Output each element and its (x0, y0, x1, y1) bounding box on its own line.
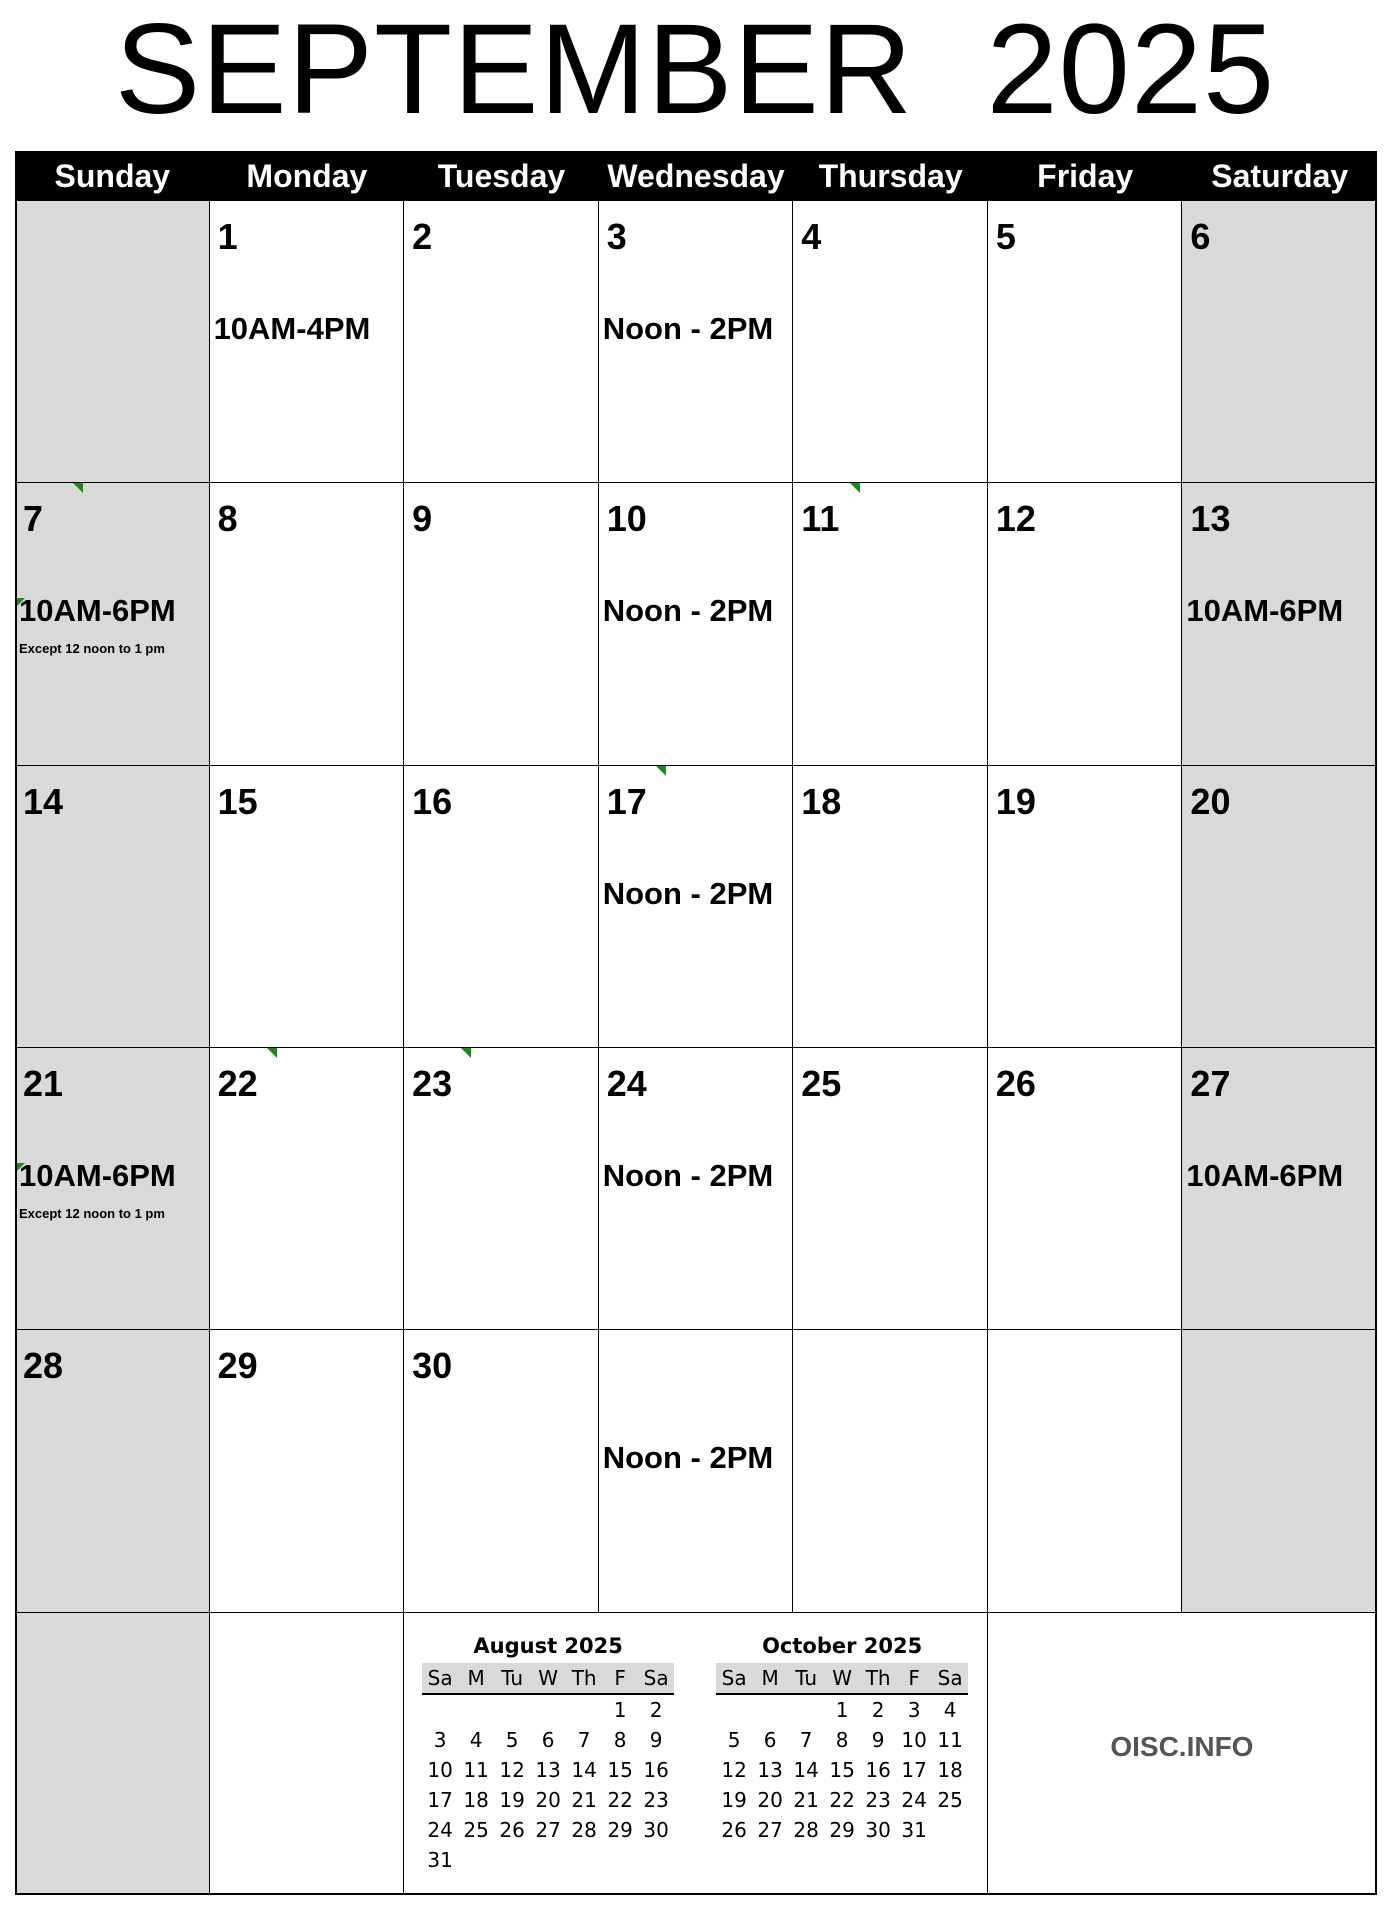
mini-day: 22 (607, 1787, 633, 1812)
mini-day (752, 1695, 788, 1725)
opening-hours: 10AM-4PM (213, 311, 371, 346)
mini-day (566, 1845, 602, 1875)
mini-day: 31 (427, 1847, 453, 1872)
day-number: 23 (412, 1062, 453, 1104)
day-cell (404, 766, 599, 1048)
mini-day: 26 (721, 1817, 747, 1842)
day-cell (210, 1048, 405, 1330)
day-cell (404, 483, 599, 765)
day-number: 25 (801, 1062, 842, 1104)
mini-weekday: F (614, 1665, 626, 1690)
mini-day: 22 (829, 1787, 855, 1812)
calendar-grid (15, 201, 1377, 1895)
opening-hours: 10AM-6PM (19, 593, 176, 629)
mini-weekday: F (908, 1665, 920, 1690)
mini-day: 15 (829, 1757, 855, 1782)
day-cell (15, 1330, 210, 1612)
day-number: 9 (412, 498, 433, 540)
day-cell (15, 201, 210, 483)
mini-day: 30 (865, 1817, 891, 1842)
weekday-tuesday: Tuesday (437, 158, 566, 194)
mini-calendar-header (716, 1663, 968, 1695)
day-cell (988, 201, 1183, 483)
day-number: 19 (995, 780, 1036, 822)
mini-day: 21 (793, 1787, 819, 1812)
weekday-sunday: Sunday (54, 158, 171, 194)
day-number: 2 (412, 216, 433, 257)
day-cell (793, 766, 988, 1048)
mini-day: 7 (577, 1727, 591, 1752)
mini-day: 5 (505, 1727, 519, 1752)
mini-day: 25 (463, 1817, 489, 1842)
mini-day: 9 (649, 1727, 663, 1752)
day-number: 29 (217, 1345, 258, 1387)
mini-day (494, 1845, 530, 1875)
mini-day: 19 (499, 1787, 525, 1812)
mini-day (530, 1695, 566, 1725)
mini-weekday: W (832, 1665, 853, 1690)
mini-calendar-row (422, 1845, 674, 1875)
footer-cell (15, 1613, 210, 1895)
mini-day: 14 (793, 1757, 819, 1782)
day-cell (599, 201, 794, 483)
comment-marker-icon (461, 1048, 471, 1058)
mini-calendar-row (422, 1755, 674, 1785)
hours-note: Except 12 noon to 1 pm (19, 641, 165, 657)
footer-cell (210, 1613, 405, 1895)
weekday-saturday: Saturday (1211, 158, 1349, 194)
mini-calendar-header (422, 1663, 674, 1695)
mini-day: 11 (937, 1727, 963, 1752)
day-cell (1182, 766, 1377, 1048)
day-cell (15, 766, 210, 1048)
mini-day: 29 (829, 1817, 855, 1842)
day-cell (210, 483, 405, 765)
day-cell (404, 201, 599, 483)
mini-day: 15 (607, 1757, 633, 1782)
day-number: 8 (217, 498, 238, 540)
page-title: SEPTEMBER 2025 (114, 0, 1276, 141)
mini-day (638, 1845, 674, 1875)
mini-weekday: Th (571, 1665, 597, 1690)
mini-weekday: Sa (937, 1665, 963, 1690)
day-cell (793, 1330, 988, 1612)
calendar (15, 151, 1377, 1895)
mini-weekday: Sa (721, 1665, 747, 1690)
mini-calendar-row (422, 1695, 674, 1725)
mini-calendar-title: October 2025 (762, 1633, 923, 1658)
mini-day: 20 (757, 1787, 783, 1812)
mini-day: 26 (499, 1817, 525, 1842)
mini-day: 17 (427, 1787, 453, 1812)
comment-marker-icon (656, 766, 666, 776)
mini-weekday: Tu (795, 1665, 818, 1690)
day-number: 27 (1190, 1062, 1231, 1104)
comment-marker-icon (15, 598, 25, 608)
mini-day (530, 1845, 566, 1875)
day-cell (1182, 201, 1377, 483)
weekday-header (15, 151, 1377, 201)
day-cell (15, 483, 210, 765)
day-number: 24 (606, 1062, 647, 1104)
day-cell (1182, 1048, 1377, 1330)
day-number: 20 (1190, 780, 1231, 822)
mini-day: 16 (643, 1757, 669, 1782)
day-number: 14 (23, 780, 64, 822)
opening-hours: Noon - 2PM (602, 311, 774, 346)
opening-hours: Noon - 2PM (602, 593, 774, 629)
mini-day: 6 (541, 1727, 555, 1752)
mini-day: 3 (433, 1727, 447, 1752)
weekday-monday: Monday (246, 158, 368, 194)
mini-day (566, 1695, 602, 1725)
mini-day: 5 (727, 1727, 741, 1752)
mini-calendars-cell (404, 1613, 988, 1895)
mini-day: 2 (649, 1697, 663, 1722)
website-cell (988, 1613, 1377, 1895)
mini-weekday: W (538, 1665, 559, 1690)
day-number: 12 (995, 498, 1036, 540)
mini-day: 7 (799, 1727, 813, 1752)
mini-calendar (422, 1633, 674, 1875)
day-cell (210, 1330, 405, 1612)
day-number: 10 (606, 498, 647, 540)
mini-day: 23 (643, 1787, 669, 1812)
mini-day: 13 (757, 1757, 783, 1782)
day-cell (793, 201, 988, 483)
day-number: 13 (1190, 498, 1231, 540)
mini-day: 8 (613, 1727, 627, 1752)
day-cell (793, 483, 988, 765)
website-label: OISC.INFO (1110, 1730, 1254, 1762)
day-number: 1 (217, 216, 238, 257)
mini-day: 11 (463, 1757, 489, 1782)
mini-day (788, 1695, 824, 1725)
mini-day: 23 (865, 1787, 891, 1812)
mini-day (716, 1695, 752, 1725)
mini-day: 29 (607, 1817, 633, 1842)
mini-day: 20 (535, 1787, 561, 1812)
day-number: 3 (606, 216, 627, 257)
mini-weekday: Tu (501, 1665, 524, 1690)
mini-day: 4 (943, 1697, 957, 1722)
day-number: 16 (412, 780, 453, 822)
mini-day: 18 (937, 1757, 963, 1782)
day-cell (404, 1330, 599, 1612)
day-number: 28 (23, 1345, 64, 1387)
day-cell (210, 201, 405, 483)
comment-marker-icon (15, 1163, 25, 1173)
mini-calendar-row (716, 1695, 968, 1725)
day-number: 15 (217, 780, 258, 822)
opening-hours: Noon - 2PM (602, 1157, 774, 1193)
mini-day: 16 (865, 1757, 891, 1782)
day-number: 21 (23, 1062, 64, 1104)
day-number: 5 (995, 216, 1016, 257)
mini-day: 12 (499, 1757, 525, 1782)
weekday-wednesday: Wednesday (607, 158, 785, 194)
mini-day: 25 (937, 1787, 963, 1812)
mini-weekday: M (761, 1665, 779, 1690)
day-cell (988, 1330, 1183, 1612)
day-cell (793, 1048, 988, 1330)
mini-calendar-row (716, 1755, 968, 1785)
day-number: 17 (606, 780, 647, 822)
mini-weekday: Sa (427, 1665, 453, 1690)
mini-day: 13 (535, 1757, 561, 1782)
day-number: 6 (1190, 216, 1211, 257)
mini-day: 10 (427, 1757, 453, 1782)
mini-day: 1 (613, 1697, 627, 1722)
day-cell (988, 483, 1183, 765)
mini-calendar (716, 1633, 968, 1845)
mini-day: 18 (463, 1787, 489, 1812)
day-cell (599, 483, 794, 765)
day-cell (988, 766, 1183, 1048)
mini-day: 28 (571, 1817, 597, 1842)
opening-hours: 10AM-6PM (1186, 593, 1344, 629)
mini-day: 14 (571, 1757, 597, 1782)
mini-day: 1 (835, 1697, 849, 1722)
hours-note: Except 12 noon to 1 pm (19, 1205, 165, 1221)
mini-day (602, 1845, 638, 1875)
comment-marker-icon (73, 483, 83, 493)
opening-hours: Noon - 2PM (602, 875, 774, 911)
day-number: 4 (801, 216, 822, 257)
day-cell (599, 1048, 794, 1330)
mini-day: 28 (793, 1817, 819, 1842)
day-number: 22 (217, 1062, 258, 1104)
mini-day: 8 (835, 1727, 849, 1752)
opening-hours: 10AM-6PM (19, 1157, 176, 1193)
day-number: 26 (995, 1062, 1036, 1104)
mini-calendar-row (422, 1785, 674, 1815)
mini-day: 27 (535, 1817, 561, 1842)
mini-day: 2 (871, 1697, 885, 1722)
mini-calendar-row (716, 1785, 968, 1815)
day-number: 11 (801, 498, 840, 540)
mini-weekday: Sa (643, 1665, 669, 1690)
day-cell (988, 1048, 1183, 1330)
mini-calendar-title: August 2025 (473, 1633, 623, 1658)
mini-weekday: Th (865, 1665, 891, 1690)
mini-calendar-row (422, 1725, 674, 1755)
mini-day: 10 (901, 1727, 927, 1752)
opening-hours: Noon - 2PM (602, 1440, 774, 1476)
mini-day: 17 (901, 1757, 927, 1782)
day-number: 7 (23, 498, 44, 540)
opening-hours: 10AM-6PM (1186, 1157, 1344, 1193)
day-cell (404, 1048, 599, 1330)
mini-day (458, 1845, 494, 1875)
mini-weekday: M (467, 1665, 485, 1690)
day-cell (1182, 1330, 1377, 1612)
mini-day (422, 1695, 458, 1725)
mini-day: 31 (901, 1817, 927, 1842)
day-number: 18 (801, 780, 842, 822)
mini-day (932, 1815, 968, 1845)
comment-marker-icon (267, 1048, 277, 1058)
mini-day: 6 (763, 1727, 777, 1752)
mini-day (494, 1695, 530, 1725)
mini-day: 4 (469, 1727, 483, 1752)
mini-day: 24 (427, 1817, 453, 1842)
mini-day: 30 (643, 1817, 669, 1842)
day-cell (599, 766, 794, 1048)
mini-day: 24 (901, 1787, 927, 1812)
day-cell (1182, 483, 1377, 765)
day-cell (210, 766, 405, 1048)
mini-day: 19 (721, 1787, 747, 1812)
mini-day: 27 (757, 1817, 783, 1842)
comment-marker-icon (850, 483, 860, 493)
mini-day (458, 1695, 494, 1725)
day-number: 30 (412, 1345, 453, 1387)
mini-day: 3 (907, 1697, 921, 1722)
weekday-thursday: Thursday (818, 158, 963, 194)
day-cell (599, 1330, 794, 1612)
day-cell (15, 1048, 210, 1330)
mini-day: 12 (721, 1757, 747, 1782)
mini-calendar-row (422, 1815, 674, 1845)
weekday-friday: Friday (1037, 158, 1134, 194)
mini-calendar-row (716, 1815, 968, 1845)
mini-day: 21 (571, 1787, 597, 1812)
mini-day: 9 (871, 1727, 885, 1752)
mini-calendar-row (716, 1725, 968, 1755)
